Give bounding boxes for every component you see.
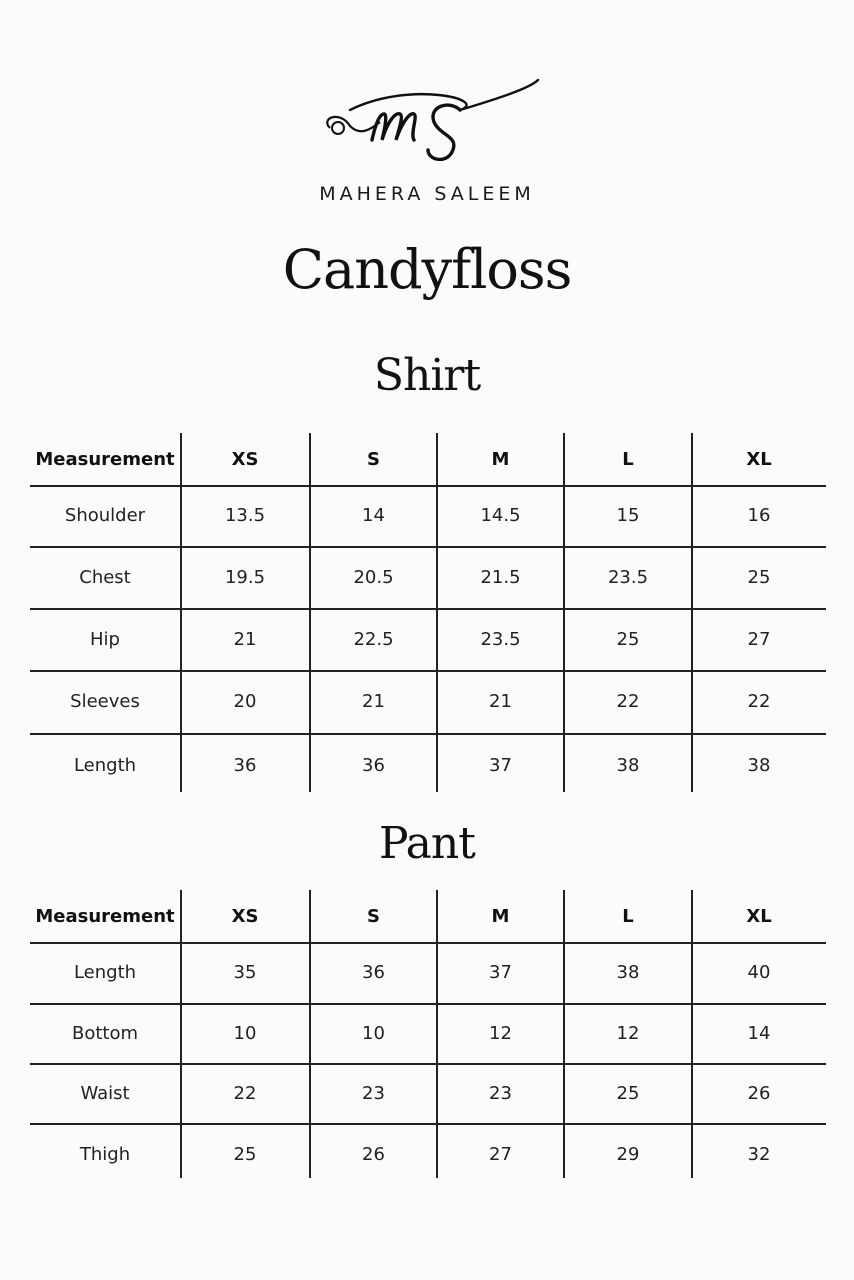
table-cell: 38 <box>616 962 640 983</box>
table-cell: 21 <box>489 691 512 712</box>
table-cell: 27 <box>747 628 771 650</box>
table-row <box>30 1125 826 1183</box>
table-row <box>30 485 826 548</box>
column-header-xs: XS <box>231 905 259 927</box>
table-cell: 22.5 <box>353 628 394 650</box>
table-cell: 23 <box>489 1082 512 1104</box>
brand-name: MAHERA SALEEM <box>319 183 535 205</box>
column-header-measurement: Measurement <box>35 905 175 927</box>
table-cell: 15 <box>616 505 640 526</box>
column-divider <box>563 433 565 792</box>
column-header-l: L <box>622 905 634 927</box>
table-cell: 38 <box>747 754 771 776</box>
table-cell: 22 <box>616 691 640 712</box>
table-cell: 25 <box>233 1143 257 1165</box>
row-label: Shoulder <box>64 505 146 526</box>
table-cell: 12 <box>616 1022 640 1044</box>
table-row <box>30 546 826 610</box>
table-cell: 26 <box>747 1082 771 1104</box>
table-cell: 23 <box>362 1082 385 1104</box>
table-row <box>30 670 826 735</box>
column-header-m: M <box>491 905 510 927</box>
column-divider <box>563 890 565 1178</box>
table-cell: 25 <box>616 628 640 650</box>
table-cell: 25 <box>616 1082 640 1104</box>
column-header-s: S <box>367 448 380 470</box>
table-cell: 29 <box>616 1143 640 1165</box>
column-divider <box>309 890 311 1178</box>
row-label: Waist <box>80 1082 130 1104</box>
column-header-s: S <box>367 905 380 927</box>
ms-monogram-logo <box>310 70 550 170</box>
column-header-xl: XL <box>746 905 772 927</box>
table-cell: 16 <box>747 505 771 526</box>
column-divider <box>436 890 438 1178</box>
table-cell: 10 <box>233 1022 257 1044</box>
table-cell: 21 <box>233 628 257 650</box>
column-divider <box>309 433 311 792</box>
column-divider <box>180 433 182 792</box>
table-row <box>30 1063 826 1125</box>
table-row <box>30 608 826 672</box>
column-divider <box>436 433 438 792</box>
table-row <box>30 1003 826 1065</box>
table-cell: 38 <box>616 754 640 776</box>
table-cell: 36 <box>233 754 257 776</box>
row-label: Bottom <box>71 1022 139 1044</box>
table-cell: 12 <box>489 1022 512 1044</box>
column-header-m: M <box>491 448 510 470</box>
column-header-measurement: Measurement <box>35 448 175 470</box>
table-header-row <box>30 890 826 944</box>
row-label: Length <box>73 754 137 776</box>
table-cell: 23.5 <box>607 566 649 588</box>
table-cell: 23.5 <box>480 628 521 650</box>
row-label: Chest <box>79 566 131 588</box>
column-divider <box>691 890 693 1178</box>
table-cell: 20 <box>233 691 257 712</box>
column-header-xs: XS <box>231 448 259 470</box>
brand-logo <box>0 70 854 170</box>
shirt-size-table <box>30 433 826 792</box>
table-cell: 37 <box>489 754 512 776</box>
row-label: Hip <box>90 628 120 650</box>
table-header-row <box>30 433 826 487</box>
column-divider <box>691 433 693 792</box>
shirt-section-title: Shirt <box>373 350 481 401</box>
column-divider <box>180 890 182 1178</box>
product-title: Candyfloss <box>282 238 572 301</box>
table-cell: 14 <box>362 505 385 526</box>
row-label: Thigh <box>79 1143 131 1165</box>
table-cell: 22 <box>233 1082 257 1104</box>
table-cell: 27 <box>489 1143 512 1165</box>
table-cell: 37 <box>489 962 512 983</box>
table-cell: 13.5 <box>224 505 266 526</box>
table-row <box>30 942 826 1005</box>
pant-size-table <box>30 890 826 1178</box>
table-cell: 40 <box>747 962 771 983</box>
row-label: Sleeves <box>70 691 140 712</box>
table-cell: 21 <box>362 691 385 712</box>
table-cell: 20.5 <box>353 566 394 588</box>
table-cell: 32 <box>747 1143 771 1165</box>
table-cell: 35 <box>233 962 257 983</box>
table-cell: 22 <box>747 691 771 712</box>
pant-section-title: Pant <box>379 818 475 869</box>
row-label: Length <box>73 962 137 983</box>
table-cell: 26 <box>362 1143 385 1165</box>
table-row <box>30 735 826 795</box>
column-header-l: L <box>622 448 634 470</box>
table-cell: 14.5 <box>480 505 521 526</box>
table-cell: 19.5 <box>224 566 266 588</box>
table-cell: 25 <box>747 566 771 588</box>
table-cell: 36 <box>362 754 385 776</box>
table-cell: 21.5 <box>480 566 521 588</box>
table-cell: 14 <box>747 1022 771 1044</box>
table-cell: 36 <box>362 962 385 983</box>
column-header-xl: XL <box>746 448 772 470</box>
table-cell: 10 <box>362 1022 385 1044</box>
